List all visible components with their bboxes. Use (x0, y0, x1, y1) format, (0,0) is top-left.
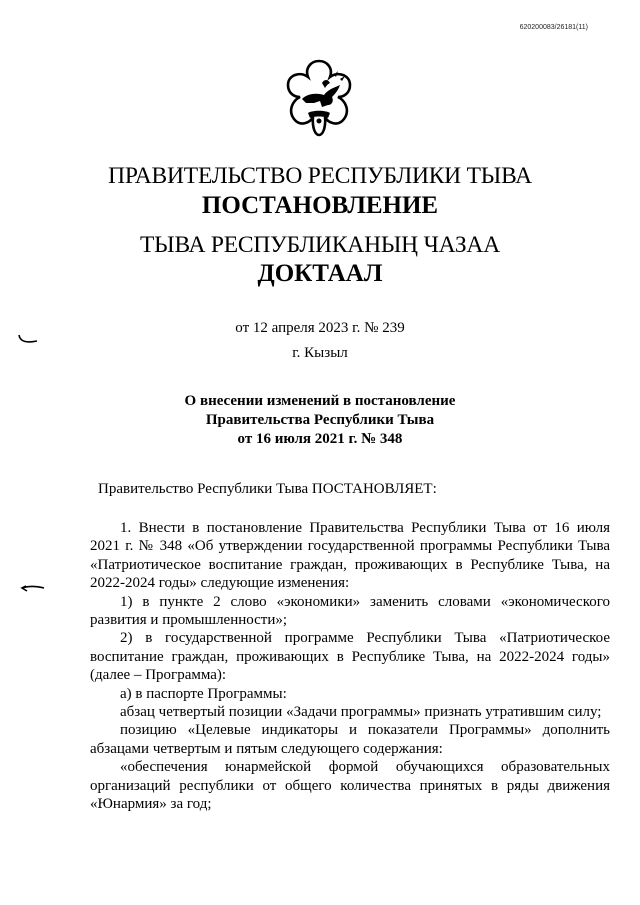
paragraph: 1. Внести в постановление Правительства Республики Тыва от 16 июля 2021 г. № 348 «Об утверждении государственной программы Республики Тыва «Патриотическое воспитание граждан, проживающих в Республике Тыва, на 2022-2024 годы» следующие изменения: (90, 520, 610, 592)
paragraph: 2) в государственной программе Республики Тыва «Патриотическое воспитание граждан, проживающих в Республике Тыва, на 2022-2024 годы» (далее – Программа): (90, 630, 610, 684)
paragraph: абзац четвертый позиции «Задачи программы» признать утратившим силу; (120, 704, 602, 721)
paragraph: а) в паспорте Программы: (120, 685, 287, 702)
subject-line: О внесении изменений в постановление (184, 393, 456, 409)
margin-hook-mark (17, 333, 39, 345)
government-heading-tyvan: ТЫВА РЕСПУБЛИКАНЫҢ ЧАЗАА (140, 232, 500, 258)
preamble: Правительство Республики Тыва ПОСТАНОВЛЯЕТ: (98, 481, 437, 497)
subject-line: Правительства Республики Тыва (205, 412, 435, 428)
decree-date-number: от 12 апреля 2023 г. № 239 (235, 320, 405, 336)
decree-heading: ПОСТАНОВЛЕНИЕ (201, 192, 439, 219)
coat-of-arms-emblem (278, 57, 360, 139)
decree-subject (0, 392, 640, 449)
document-code: 620200083/26181(11) (519, 24, 588, 31)
margin-arrow-mark (20, 582, 46, 594)
decree-heading-tyvan: ДОКТААЛ (257, 260, 383, 287)
decree-body (90, 519, 610, 814)
city-line: г. Кызыл (292, 345, 348, 361)
paragraph: позицию «Целевые индикаторы и показатели Программы» дополнить абзацами четвертым и пятым следующего содержания: (90, 722, 610, 757)
subject-line: от 16 июля 2021 г. № 348 (237, 431, 403, 447)
paragraph: 1) в пункте 2 слово «экономики» заменить словами «экономического развития и промышленности»; (90, 593, 610, 629)
paragraph: «обеспечения юнармейской формой обучающихся образовательных организаций республики от общего количества принятых в ряды движения «Юнармия» за год; (90, 759, 610, 813)
government-heading: ПРАВИТЕЛЬСТВО РЕСПУБЛИКИ ТЫВА (108, 163, 532, 189)
